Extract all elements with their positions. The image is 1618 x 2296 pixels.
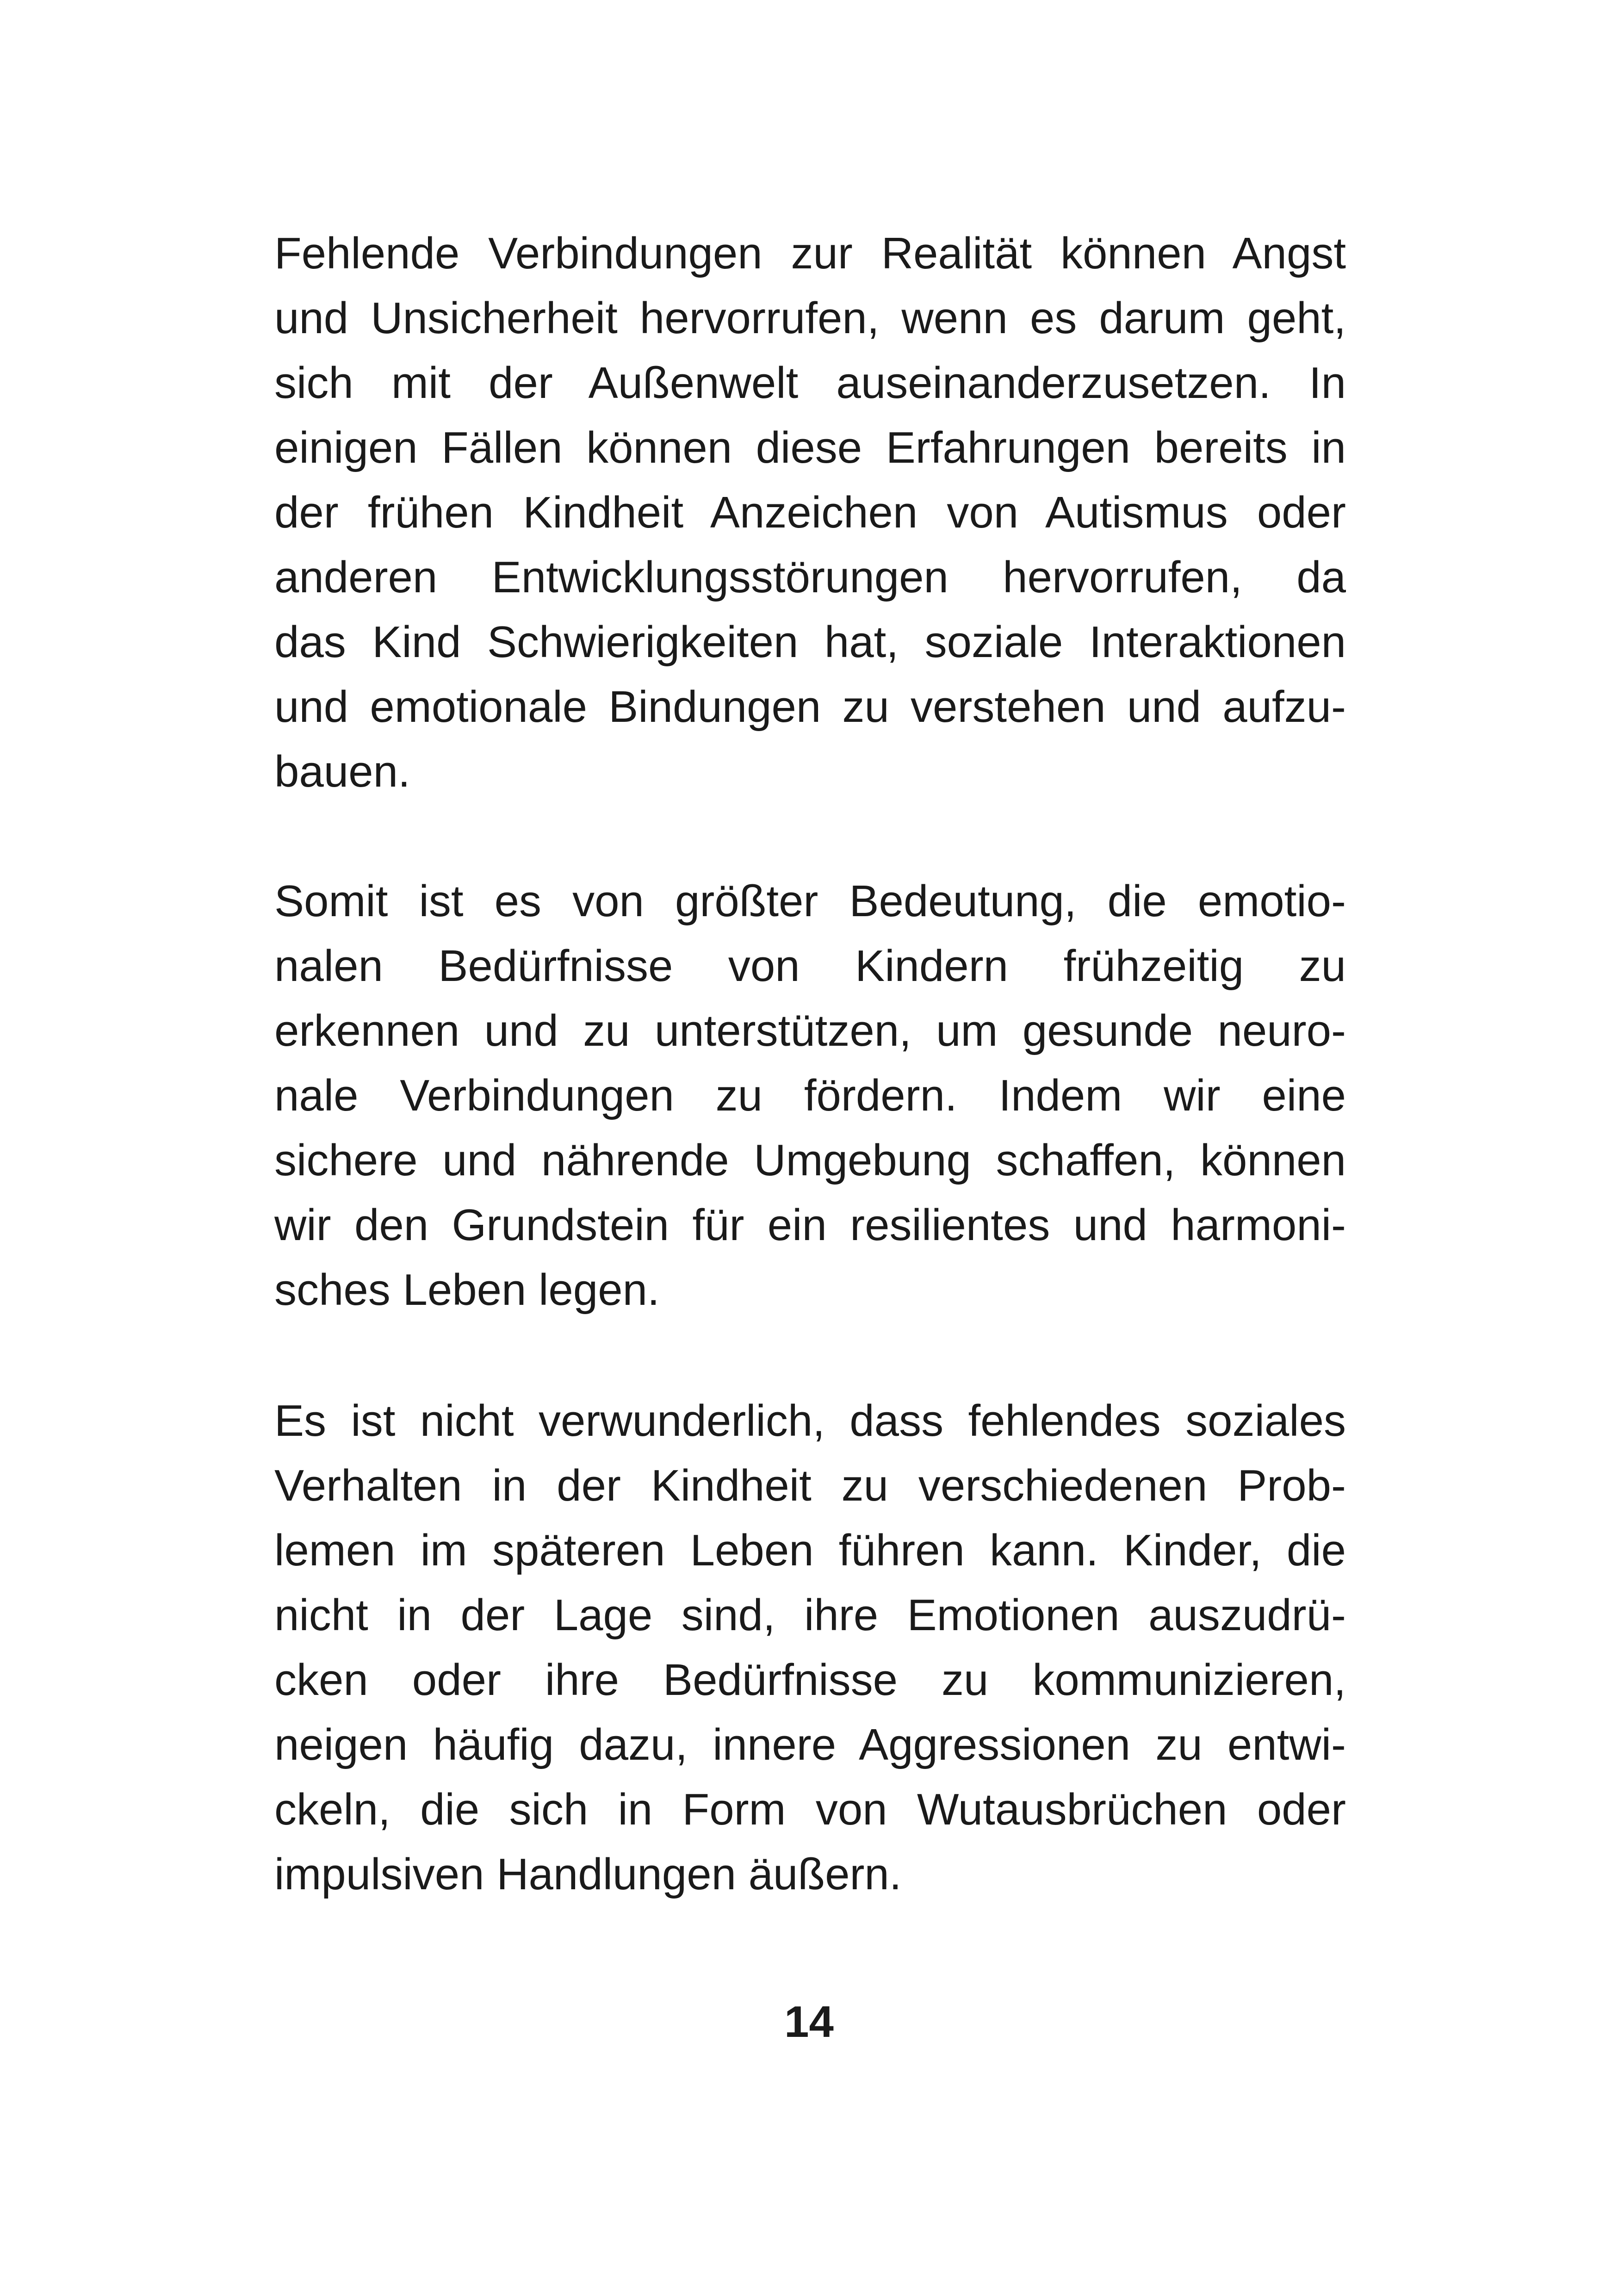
text-line: lemen im späteren Leben führen kann. Kinder, die — [274, 1526, 1346, 1575]
text-line: nalen Bedürfnisse von Kindern frühzeitig zu — [274, 941, 1346, 991]
text-line: sichere und nährende Umgebung schaffen, können — [274, 1136, 1346, 1185]
text-line: nicht in der Lage sind, ihre Emotionen auszudrü- — [274, 1590, 1346, 1640]
text-line: und Unsicherheit hervorrufen, wenn es darum geht, — [274, 293, 1346, 343]
text-line: erkennen und zu unterstützen, um gesunde neuro- — [274, 1006, 1346, 1055]
text-line: und emotionale Bindungen zu verstehen und aufzu- — [274, 682, 1346, 732]
text-line: impulsiven Handlungen äußern. — [274, 1849, 902, 1899]
paragraph-3 — [274, 1389, 1346, 1907]
text-line: das Kind Schwierigkeiten hat, soziale Interaktionen — [274, 617, 1346, 667]
text-line: der frühen Kindheit Anzeichen von Autismus oder — [274, 488, 1346, 537]
text-line: bauen. — [274, 747, 410, 796]
text-line: wir den Grundstein für ein resilientes und harmoni- — [274, 1200, 1346, 1250]
text-line: sich mit der Außenwelt auseinanderzusetzen. In — [274, 358, 1346, 408]
text-line: Somit ist es von größter Bedeutung, die emotio- — [274, 876, 1346, 926]
text-line: Es ist nicht verwunderlich, dass fehlendes soziales — [274, 1396, 1346, 1446]
paragraph-1 — [274, 221, 1346, 804]
text-line: anderen Entwicklungsstörungen hervorrufen, da — [274, 552, 1346, 602]
paragraph-2 — [274, 869, 1346, 1322]
page-number: 14 — [784, 1997, 834, 2047]
text-line: nale Verbindungen zu fördern. Indem wir eine — [274, 1071, 1346, 1120]
text-line: Verhalten in der Kindheit zu verschiedenen Prob- — [274, 1461, 1346, 1510]
text-line: einigen Fällen können diese Erfahrungen bereits in — [274, 423, 1346, 472]
text-line: cken oder ihre Bedürfnisse zu kommunizieren, — [274, 1655, 1346, 1705]
text-line: Fehlende Verbindungen zur Realität können Angst — [274, 229, 1346, 278]
text-line: neigen häufig dazu, innere Aggressionen zu entwi- — [274, 1720, 1346, 1769]
text-line: sches Leben legen. — [274, 1265, 660, 1315]
text-line: ckeln, die sich in Form von Wutausbrüchen oder — [274, 1785, 1346, 1834]
